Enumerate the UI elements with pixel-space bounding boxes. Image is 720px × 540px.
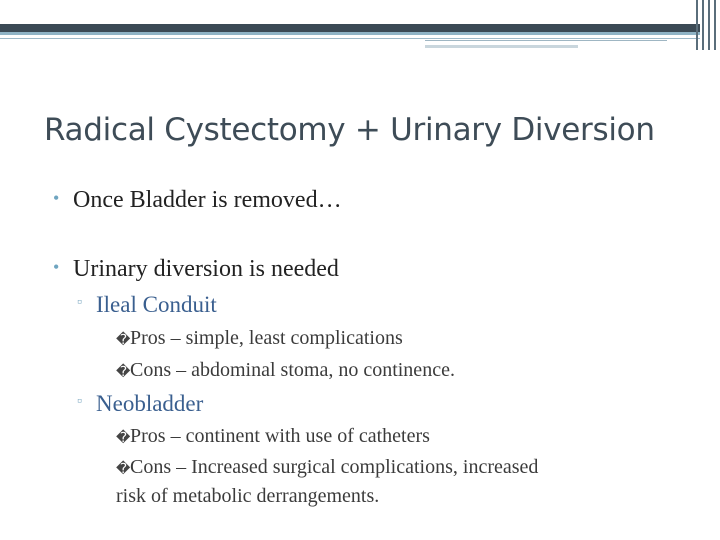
sub-bullet-item xyxy=(77,292,217,318)
header-light-bar xyxy=(0,32,700,35)
header-rule xyxy=(0,38,700,39)
missing-glyph-icon: � xyxy=(116,332,131,348)
detail-text: Cons – Increased surgical complications, increased xyxy=(130,456,539,478)
sub-bullet-item xyxy=(77,391,203,417)
header-band xyxy=(0,0,720,24)
detail-text: Pros – simple, least complications xyxy=(130,327,403,349)
bullet-text: Urinary diversion is needed xyxy=(73,256,339,282)
detail-text: risk of metabolic derrangements. xyxy=(116,485,380,507)
header-accent-bar xyxy=(425,45,578,48)
sub-bullet-icon: ▫ xyxy=(77,295,82,310)
header-accent-line xyxy=(425,40,667,41)
detail-item xyxy=(116,456,538,479)
bullet-item xyxy=(53,256,339,283)
sub-bullet-text: Ileal Conduit xyxy=(96,292,217,317)
header-dark-bar xyxy=(0,24,700,32)
detail-item xyxy=(116,359,455,382)
detail-item-continued xyxy=(116,485,379,508)
slide-title: Radical Cystectomy + Urinary Diversion xyxy=(44,112,655,148)
bullet-icon: • xyxy=(53,188,60,208)
detail-text: Cons – abdominal stoma, no continence. xyxy=(130,359,455,381)
corner-decoration xyxy=(696,0,720,50)
sub-bullet-text: Neobladder xyxy=(96,391,204,416)
missing-glyph-icon: � xyxy=(116,364,131,380)
sub-bullet-icon: ▫ xyxy=(77,394,82,409)
detail-text: Pros – continent with use of catheters xyxy=(130,425,430,447)
bullet-icon: • xyxy=(53,257,60,277)
bullet-item xyxy=(53,187,342,214)
missing-glyph-icon: � xyxy=(116,430,131,446)
missing-glyph-icon: � xyxy=(116,461,131,477)
bullet-text: Once Bladder is removed… xyxy=(73,187,342,213)
detail-item xyxy=(116,425,430,448)
detail-item xyxy=(116,327,403,350)
